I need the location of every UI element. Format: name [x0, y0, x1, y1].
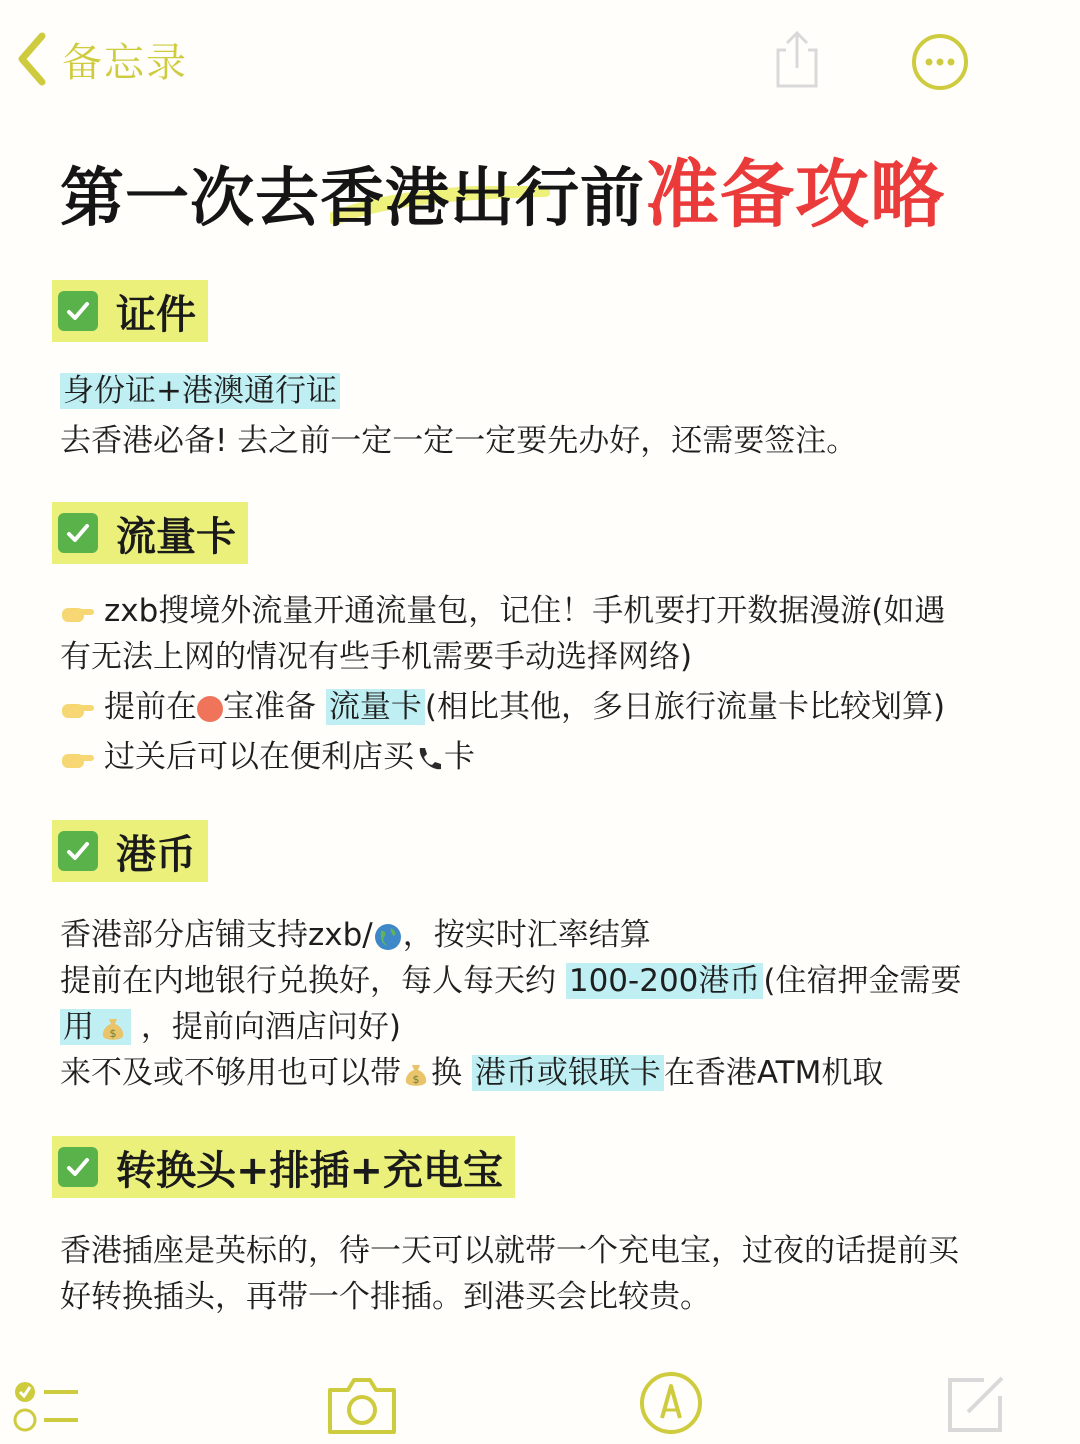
text-line: 香港插座是英标的，待一天可以就带一个充电宝，过夜的话提前买 [60, 1233, 959, 1269]
checkbox-checked-icon [58, 291, 98, 331]
title-accent: 准备攻略 [645, 152, 945, 238]
camera-button[interactable] [324, 1374, 400, 1440]
text-line [60, 684, 945, 730]
text-line [60, 1050, 883, 1096]
section-title: 流量卡 [116, 513, 236, 560]
checklist-icon [12, 1376, 82, 1436]
share-button[interactable] [770, 28, 824, 92]
more-button[interactable] [910, 32, 970, 92]
text-line [60, 588, 945, 634]
highlight-text: 流量卡 [326, 689, 425, 725]
text-line [60, 958, 961, 1004]
checkbox-checked-icon [58, 831, 98, 871]
checkbox-checked-icon [58, 513, 98, 553]
line-text: 宝准备 [223, 689, 326, 725]
highlight-text: 身份证+港澳通行证 [60, 373, 340, 409]
highlight-text: 100-200港币 [566, 963, 764, 999]
pointing-hand-icon [60, 746, 96, 772]
section-title: 港币 [116, 831, 196, 878]
highlight-text [60, 1009, 131, 1045]
more-icon [910, 32, 970, 92]
section-header [52, 280, 208, 342]
highlight-text-inner: 用 [63, 1009, 94, 1045]
markup-button[interactable] [638, 1370, 704, 1440]
line-text: ，提前向酒店问好) [131, 1009, 401, 1045]
note-title [60, 130, 1060, 238]
section-header [52, 820, 208, 882]
bottom-toolbar [0, 1370, 1080, 1444]
line-text: 香港部分店铺支持zxb/ [60, 917, 373, 953]
line-text: (住宿押金需要 [763, 963, 962, 999]
line-text: 提前在内地银行兑换好，每人每天约 [60, 963, 566, 999]
text-line: 好转换插头，再带一个排插。到港买会比较贵。 [60, 1279, 711, 1315]
svg-text:$: $ [109, 1026, 117, 1040]
back-button[interactable] [14, 30, 188, 88]
money-bag-icon [401, 1060, 431, 1090]
line-text: 来不及或不够用也可以带 [60, 1055, 401, 1091]
checklist-button[interactable] [12, 1376, 82, 1440]
line-text: ，按实时汇率结算 [402, 917, 651, 953]
section-header [52, 1136, 515, 1198]
line-text: 卡 [444, 739, 475, 775]
money-bag-icon [98, 1014, 128, 1044]
pointing-hand-icon [60, 696, 96, 722]
line-text: zxb搜境外流量开通流量包，记住！手机要打开数据漫游(如遇 [104, 593, 946, 629]
markup-pen-icon [638, 1370, 704, 1436]
compose-button[interactable] [944, 1372, 1008, 1440]
line-text: 换 [431, 1055, 472, 1091]
section-header [52, 502, 248, 564]
line-text: 过关后可以在便利店买 [104, 739, 414, 775]
back-label: 备忘录 [62, 39, 188, 86]
svg-text:$: $ [412, 1072, 420, 1086]
line-text: 在香港ATM机取 [663, 1055, 884, 1091]
section-title: 证件 [116, 291, 196, 338]
highlight-text: 港币或银联卡 [472, 1055, 664, 1091]
peach-icon [197, 696, 223, 722]
globe-icon [373, 922, 403, 952]
line-text: 提前在 [104, 689, 197, 725]
phone-icon [414, 744, 444, 774]
text-line [60, 734, 475, 780]
text-line: 有无法上网的情况有些手机需要手动选择网络) [60, 639, 693, 675]
compose-icon [944, 1372, 1008, 1436]
checkbox-checked-icon [58, 1147, 98, 1187]
share-icon [770, 28, 824, 92]
text-line [60, 368, 340, 414]
text-line [60, 1004, 401, 1050]
pointing-hand-icon [60, 600, 96, 626]
section-title: 转换头+排插+充电宝 [116, 1147, 504, 1194]
text-line [60, 912, 651, 958]
camera-icon [324, 1374, 400, 1436]
title-main: 第一次去香港出行前 [60, 162, 645, 236]
top-nav-bar [0, 0, 1080, 120]
text-line: 去香港必备! 去之前一定一定一定要先办好，还需要签注。 [60, 423, 858, 459]
back-chevron-icon [14, 30, 48, 88]
line-text: (相比其他，多日旅行流量卡比较划算) [424, 689, 946, 725]
